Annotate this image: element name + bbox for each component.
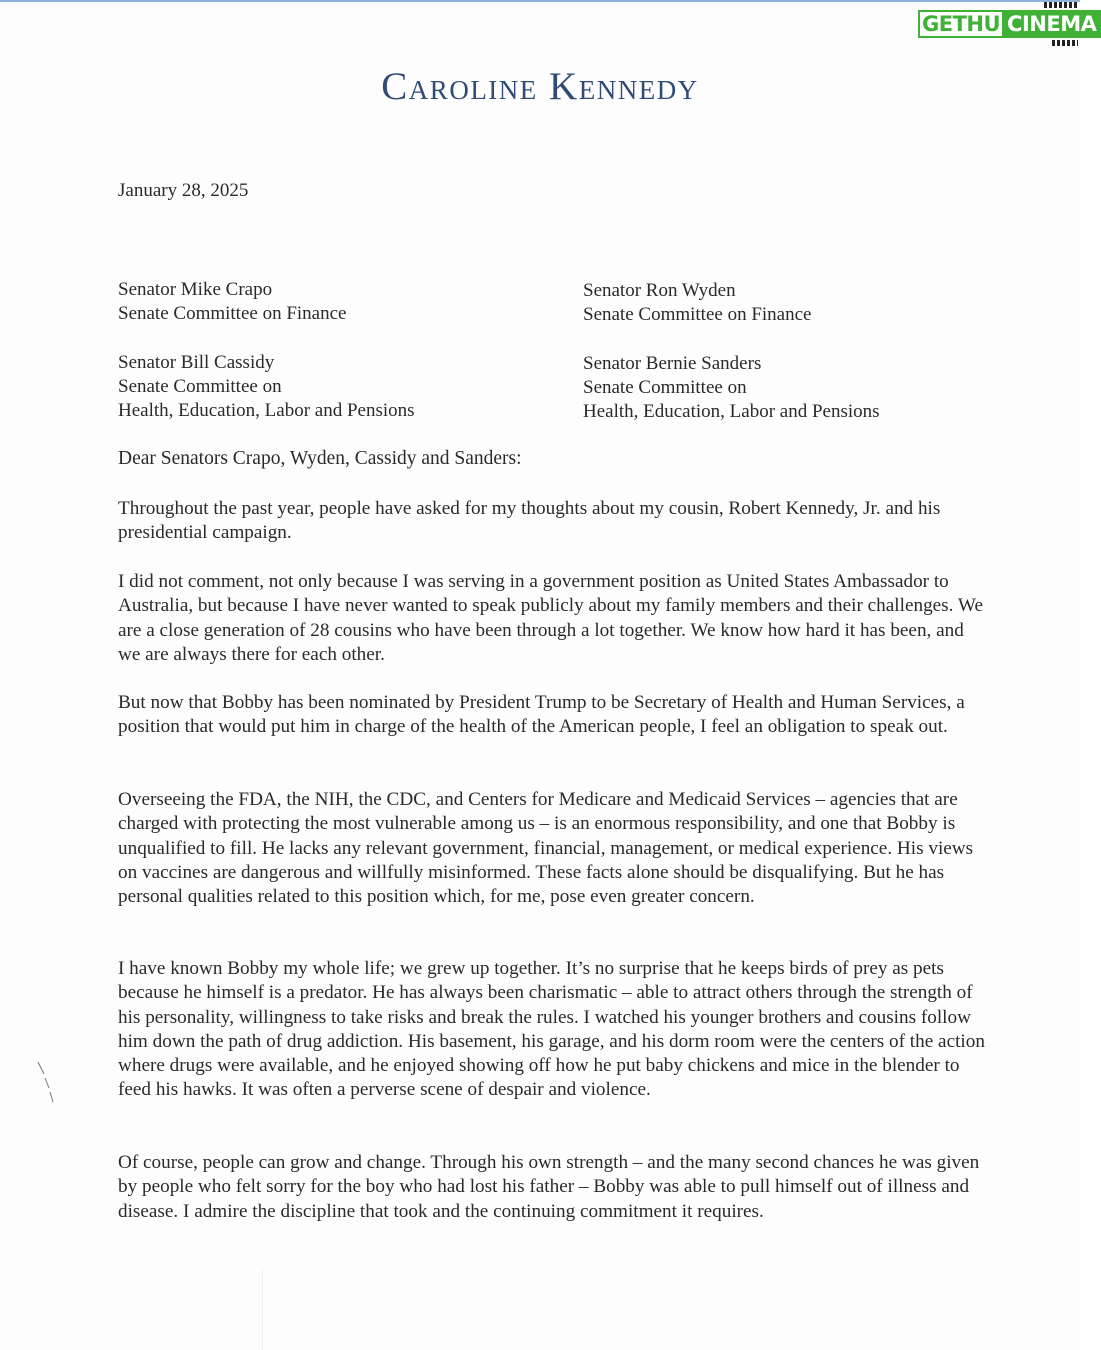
scan-mark [36, 1060, 56, 1106]
body-paragraph: Overseeing the FDA, the NIH, the CDC, and Centers for Medicare and Medicaid Services – agencies that are charged with protecting the most vulnerable among us – is an enormous responsibility, and one that Bobby is unqualified to fill. He lacks any relevant government, financial, management, or medical experience. His views on vaccines are dangerous and willfully misinformed. These facts alone should be disqualifying. But he has personal qualities related to this position which, for me, pose even greater concern. [118, 789, 974, 908]
watermark-logo [918, 8, 1097, 40]
addressee-name: Senator Ron Wyden [583, 280, 736, 301]
addressee-line: Senate Committee on Finance [583, 304, 812, 325]
addressee-name: Senator Mike Crapo [118, 279, 273, 300]
film-strip-icon [1044, 2, 1078, 8]
addressee-block [118, 278, 346, 326]
top-border-line [0, 0, 1080, 2]
addressee-line: Senate Committee on [583, 377, 747, 398]
body-paragraph: I have known Bobby my whole life; we grew up together. It’s no surprise that he keeps birds of prey as pets because he himself is a predator. He has always been charismatic – able to attract others through the strength of his personality, willingness to take risks and break the rules. I watched his younger brothers and cousins follow him down the path of drug addiction. His basement, his garage, and his dorm room were the centers of the action where drugs were available, and he enjoyed showing off how he put baby chickens and mice in the blender to feed his hawks. It was often a perverse scene of despair and violence. [118, 958, 985, 1101]
salutation: Dear Senators Crapo, Wyden, Cassidy and Sanders: [118, 448, 522, 469]
addressee-line: Senate Committee on [118, 376, 282, 397]
watermark-text-part2: CINEMA [1002, 10, 1101, 38]
film-strip-bottom-icon [1052, 40, 1078, 46]
body-paragraph: But now that Bobby has been nominated by President Trump to be Secretary of Health and Human Services, a position that would put him in charge of the health of the American people, I feel an obligation to speak out. [118, 692, 965, 738]
addressee-line: Health, Education, Labor and Pensions [583, 401, 880, 422]
letter-date: January 28, 2025 [118, 180, 249, 201]
addressee-line: Senate Committee on Finance [118, 303, 347, 324]
addressee-name: Senator Bernie Sanders [583, 353, 762, 374]
watermark-text-part1: GETHU [918, 10, 1002, 38]
addressee-block [118, 351, 415, 423]
addressee-block [583, 279, 811, 327]
body-paragraph: I did not comment, not only because I was serving in a government position as United States Ambassador to Australia, but because I have never wanted to speak publicly about my family members and their challenges. We are a close generation of 28 cousins who have been through a lot together. We know how hard it has been, and we are always there for each other. [118, 571, 983, 665]
addressee-line: Health, Education, Labor and Pensions [118, 400, 415, 421]
body-paragraph: Throughout the past year, people have asked for my thoughts about my cousin, Robert Kennedy, Jr. and his presidential campaign. [118, 498, 941, 544]
body-paragraph: Of course, people can grow and change. Through his own strength – and the many second chances he was given by people who felt sorry for the boy who had lost his father – Bobby was able to pull himself out of illness and disease. I admire the discipline that took and the continuing commitment it requires. [118, 1152, 980, 1222]
letterhead-name: Caroline Kennedy [381, 65, 699, 108]
addressee-block [583, 352, 880, 424]
addressee-name: Senator Bill Cassidy [118, 352, 275, 373]
scan-fold-line [262, 1270, 263, 1350]
